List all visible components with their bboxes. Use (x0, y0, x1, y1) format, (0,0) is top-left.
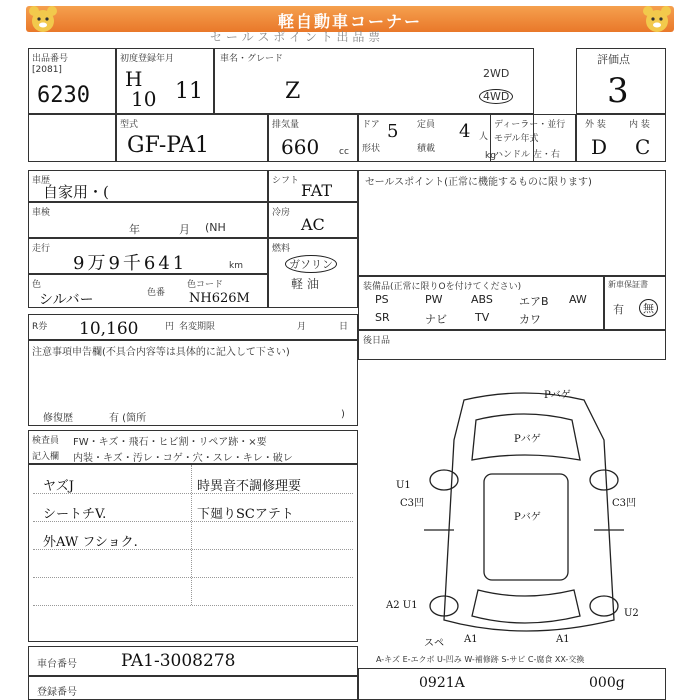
recycle-value: 10,160 (79, 319, 139, 339)
type-label: 型式 (120, 120, 139, 130)
bottom-codes-cell (358, 668, 666, 700)
equip-tv: TV (475, 311, 490, 324)
equip-abs: ABS (471, 293, 493, 306)
mark-a1-right: A1 (556, 634, 570, 645)
sales-point-cell (358, 170, 666, 276)
equipment-cell (358, 276, 604, 330)
code-2: 000g (589, 675, 625, 691)
auction-sheet (28, 40, 668, 700)
ac-cell (268, 202, 358, 238)
ac-value: AC (301, 215, 325, 234)
drive-2wd: 2WD (483, 67, 510, 80)
equip-aw: AW (569, 293, 587, 306)
mark-pbage-2: Pバゲ (514, 434, 541, 445)
capacity-unit: 人 (479, 132, 489, 142)
mark-a1-left: A1 (464, 634, 478, 645)
chassis-label: 車台番号 (37, 659, 77, 670)
mark-spare: スペ (424, 638, 444, 649)
ext-grade: D (591, 135, 608, 159)
lot-label: 出品番号 (32, 54, 69, 64)
inspector-cell (28, 430, 358, 464)
type-value: GF-PA1 (127, 133, 209, 158)
lot-sub: [2081] (32, 65, 62, 75)
handle-label: ハンドル 左・右 (494, 150, 560, 160)
notes-cell (28, 340, 358, 426)
blank-cell (28, 114, 116, 162)
inspection-nh: (NH (205, 221, 226, 234)
warranty-label: 新車保証書 (608, 280, 648, 289)
aftermarket-label: 後日品 (363, 336, 391, 346)
warranty-no: 無 (639, 299, 658, 317)
damage-legend: A-キズ E-エクボ U-凹み W-補修跡 S-サビ C-腐食 XX-交換 (376, 655, 585, 664)
equip-pw: PW (425, 293, 443, 306)
inspection-month: 月 (179, 223, 190, 236)
inspection-cell (28, 202, 268, 238)
paint-label: 色番 (147, 288, 166, 298)
comment-left-2: シートチV. (43, 507, 107, 522)
warranty-cell (604, 276, 666, 330)
warranty-yes: 有 (613, 303, 624, 316)
kg-unit: kg (485, 151, 496, 161)
shape-label: 形状 (362, 144, 381, 154)
score-cell (576, 48, 666, 114)
equipment-label: 装備品(正常に限りOを付けてください) (363, 282, 522, 292)
inspector-row-2: 内装・キズ・汚レ・コゲ・穴・スレ・キレ・破レ (73, 453, 293, 464)
lot-number: 6230 (37, 83, 90, 108)
name-change-day: 日 (339, 322, 349, 332)
color-label: 色 (32, 280, 42, 290)
type-cell (116, 114, 268, 162)
cc-unit: cc (339, 147, 349, 157)
repair-label: 修復歴 (43, 413, 73, 424)
code-1: 0921A (419, 675, 465, 691)
reg-year: 10 (131, 87, 157, 111)
model-year-label: モデル年式 (494, 134, 539, 144)
model-cell (214, 48, 534, 114)
history-label: 車歴 (32, 176, 51, 186)
lot-number-cell (28, 48, 116, 114)
fuel-diesel: 軽 油 (291, 277, 319, 291)
color-code: NH626M (189, 291, 250, 306)
cc-value: 660 (281, 135, 320, 159)
equip-navi: ナビ (425, 313, 447, 326)
banner-title: 軽自動車コーナー (277, 12, 422, 31)
ext-int-cell (576, 114, 666, 162)
repair-value: 有 (箇所 (109, 413, 147, 424)
repair-close: ) (341, 409, 345, 420)
name-change-label: 名変期限 (179, 322, 216, 332)
mileage-unit: km (229, 261, 243, 271)
shift-label: シフト (272, 176, 300, 186)
history-cell (28, 170, 268, 202)
name-change-month: 月 (297, 322, 307, 332)
comment-right-2: 下廻りSCアテト (197, 507, 294, 522)
reg-month: 11 (175, 79, 203, 104)
registration-number-label: 登録番号 (37, 687, 77, 698)
reg-era: H (125, 67, 143, 91)
color-code-label: 色コード (187, 280, 224, 290)
dealer-label: ディーラー・並行 (494, 120, 566, 130)
mark-u2: U2 (624, 608, 639, 619)
sales-label: セールスポイント(正常に機能するものに限ります) (365, 177, 592, 188)
loading-label: 積載 (417, 144, 436, 154)
mark-u1: U1 (396, 480, 411, 491)
displacement-cell (268, 114, 358, 162)
mark-pbage-3: Pバゲ (514, 512, 541, 523)
dealer-cell (490, 114, 576, 162)
shift-cell (268, 170, 358, 202)
mark-c3-right: C3凹 (612, 498, 637, 509)
history-value: 自家用・( (43, 183, 109, 201)
equip-kawa: カワ (519, 313, 541, 326)
chassis-cell (28, 646, 358, 676)
ext-label: 外 装 (585, 120, 606, 130)
door-label: ドア (362, 120, 380, 130)
score-label: 評価点 (597, 53, 630, 66)
registration-cell (116, 48, 214, 114)
cc-label: 排気量 (272, 120, 300, 130)
comment-left-1: ヤズJ (43, 479, 74, 494)
capacity-label: 定員 (417, 120, 436, 130)
int-label: 内 装 (629, 120, 650, 130)
equip-ps: PS (375, 293, 389, 306)
comments-cell (28, 464, 358, 642)
inspection-year: 年 (129, 223, 140, 236)
inspector-label-1: 検査員 (32, 436, 60, 446)
car-damage-diagram (384, 380, 664, 650)
drive-4wd: 4WD (479, 89, 513, 104)
int-grade: C (635, 135, 651, 159)
mileage-label: 走行 (32, 244, 51, 254)
ac-label: 冷房 (272, 208, 291, 218)
recycle-unit: 円 (165, 322, 175, 332)
inspector-label-2: 記入欄 (32, 452, 60, 462)
fuel-cell (268, 238, 358, 308)
inspector-row-1: FW・キズ・飛石・ヒビ割・リペア跡・×要 (73, 437, 267, 448)
recycle-cell (28, 314, 358, 340)
equip-sr: SR (375, 311, 390, 324)
mileage-value: 9万9千641 (73, 253, 188, 274)
capacity-value: 4 (459, 121, 471, 142)
model-value: Z (285, 79, 301, 104)
inspection-label: 車検 (32, 208, 51, 218)
reg-label: 初度登録年月 (120, 54, 175, 64)
color-value: シルバー (39, 292, 94, 308)
model-label: 車名・グレード (220, 54, 284, 64)
color-cell (28, 274, 268, 308)
score-value: 3 (607, 71, 629, 111)
mark-a2u1: A2 U1 (386, 600, 418, 611)
comment-left-3: 外AW フショク. (43, 535, 138, 550)
door-value: 5 (387, 121, 399, 142)
equip-airbag: エアB (519, 295, 549, 308)
fuel-label: 燃料 (272, 244, 291, 254)
faded-header: セ ー ル ス ポ イ ン ト 出 品 票 (210, 30, 381, 44)
mileage-cell (28, 238, 268, 274)
bear-mascot-icon (26, 2, 60, 36)
bear-mascot-icon (640, 2, 674, 36)
chassis-value: PA1-3008278 (121, 651, 236, 671)
fuel-gasoline: ガソリン (285, 255, 337, 273)
mark-pbage-1: Pバゲ (544, 390, 571, 401)
comment-right-1: 時異音不調修理要 (197, 479, 302, 494)
aftermarket-cell (358, 330, 666, 360)
notes-label: 注意事項申告欄(不具合内容等は具体的に記入して下さい) (32, 347, 290, 358)
recycle-label: R券 (32, 322, 48, 332)
mark-c3-left: C3凹 (400, 498, 425, 509)
shift-value: FAT (301, 181, 333, 200)
registration-number-cell (28, 676, 358, 700)
